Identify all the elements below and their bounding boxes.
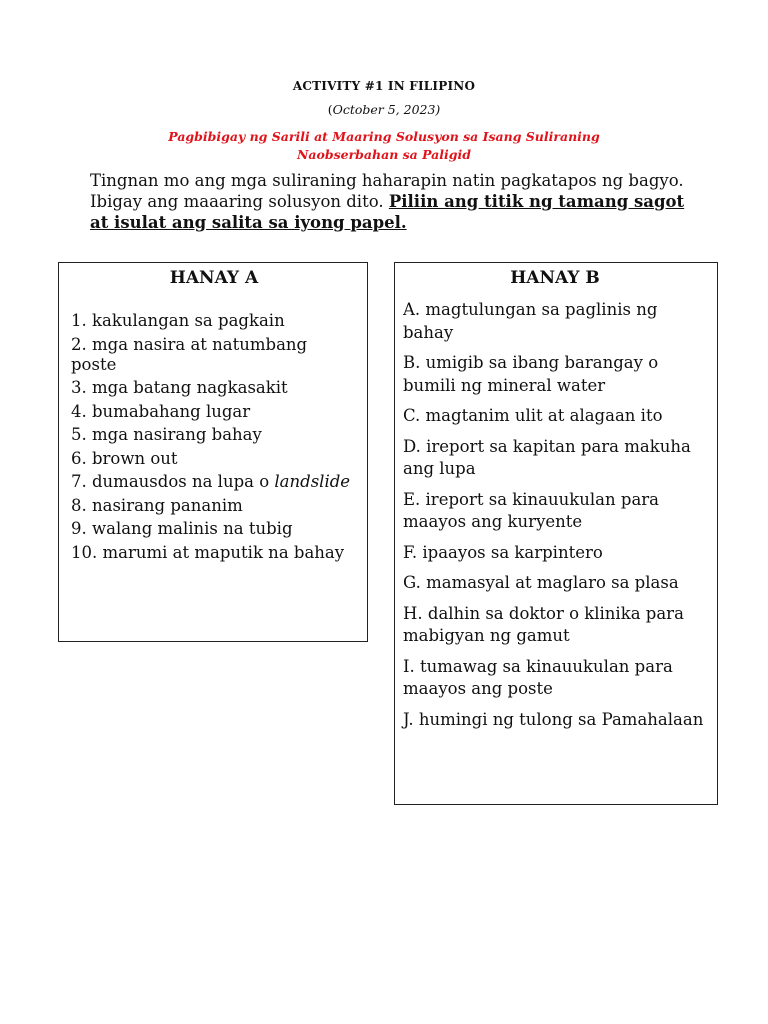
date-text: October 5, 2023)	[332, 102, 441, 117]
activity-title: ACTIVITY #1 IN FILIPINO	[292, 79, 476, 93]
hanay-a-title: HANAY A	[169, 268, 259, 288]
hanay-b-box	[394, 262, 718, 805]
date-open-paren: (	[327, 102, 333, 117]
hanay-b-item-e: E. ireport sa kinauukulan para maayos ang kuryente	[403, 489, 659, 531]
instructions-emphasis: Piliin ang titik ng tamang sagot at isulat ang salita sa iyong papel.	[90, 192, 685, 232]
hanay-a-item-6: 6. brown out	[71, 448, 178, 468]
hanay-b-item-g: G. mamasyal at maglaro sa plasa	[403, 573, 679, 592]
hanay-a-item-7-text: 7. dumausdos na lupa o	[71, 472, 275, 491]
hanay-a-item-8: 8. nasirang pananim	[71, 495, 243, 515]
hanay-a-item-3: 3. mga batang nagkasakit	[71, 378, 288, 397]
hanay-b-item-i: I. tumawag sa kinauukulan para maayos ang poste	[403, 656, 673, 698]
hanay-b-item-c: C. magtanim ulit at alagaan ito	[403, 406, 663, 425]
hanay-b-item-j: J. humingi ng tulong sa Pamahalaan	[403, 709, 704, 729]
subtitle-line-2: Naobserbahan sa Paligid	[296, 147, 472, 162]
hanay-a-item-10: 10. marumi at maputik na bahay	[71, 542, 345, 562]
subtitle-line-1: Pagbibigay ng Sarili at Maaring Solusyon sa Isang Suliraning	[168, 129, 600, 144]
activity-date	[0, 102, 768, 117]
hanay-a-item-1: 1. kakulangan sa pagkain	[71, 311, 285, 330]
hanay-a-item-2: 2. mga nasira at natumbang poste	[71, 334, 308, 374]
hanay-a-item-7	[71, 472, 357, 492]
hanay-b-item-b: B. umigib sa ibang barangay o bumili ng mineral water	[403, 353, 659, 395]
hanay-a-box	[58, 262, 368, 642]
hanay-b-item-h: H. dalhin sa doktor o klinika para mabigyan ng gamut	[403, 603, 684, 645]
hanay-b-list	[403, 299, 707, 731]
hanay-a-list	[71, 311, 357, 563]
hanay-a-item-7-italic: landslide	[274, 472, 351, 491]
hanay-a-item-9: 9. walang malinis na tubig	[71, 519, 293, 538]
activity-subtitle	[90, 128, 678, 164]
hanay-a-item-4: 4. bumabahang lugar	[71, 401, 251, 421]
hanay-b-title: HANAY B	[510, 268, 600, 288]
instructions	[90, 170, 690, 233]
hanay-b-item-a: A. magtulungan sa paglinis ng bahay	[403, 300, 658, 342]
hanay-b-item-d: D. ireport sa kapitan para makuha ang lupa	[403, 436, 691, 478]
hanay-a-item-5: 5. mga nasirang bahay	[71, 425, 262, 444]
hanay-b-item-f: F. ipaayos sa karpintero	[403, 542, 603, 562]
instructions-text: Tingnan mo ang mga suliraning haharapin natin pagkatapos ng bagyo. Ibigay ang maaaring solusyon dito.	[90, 171, 684, 211]
